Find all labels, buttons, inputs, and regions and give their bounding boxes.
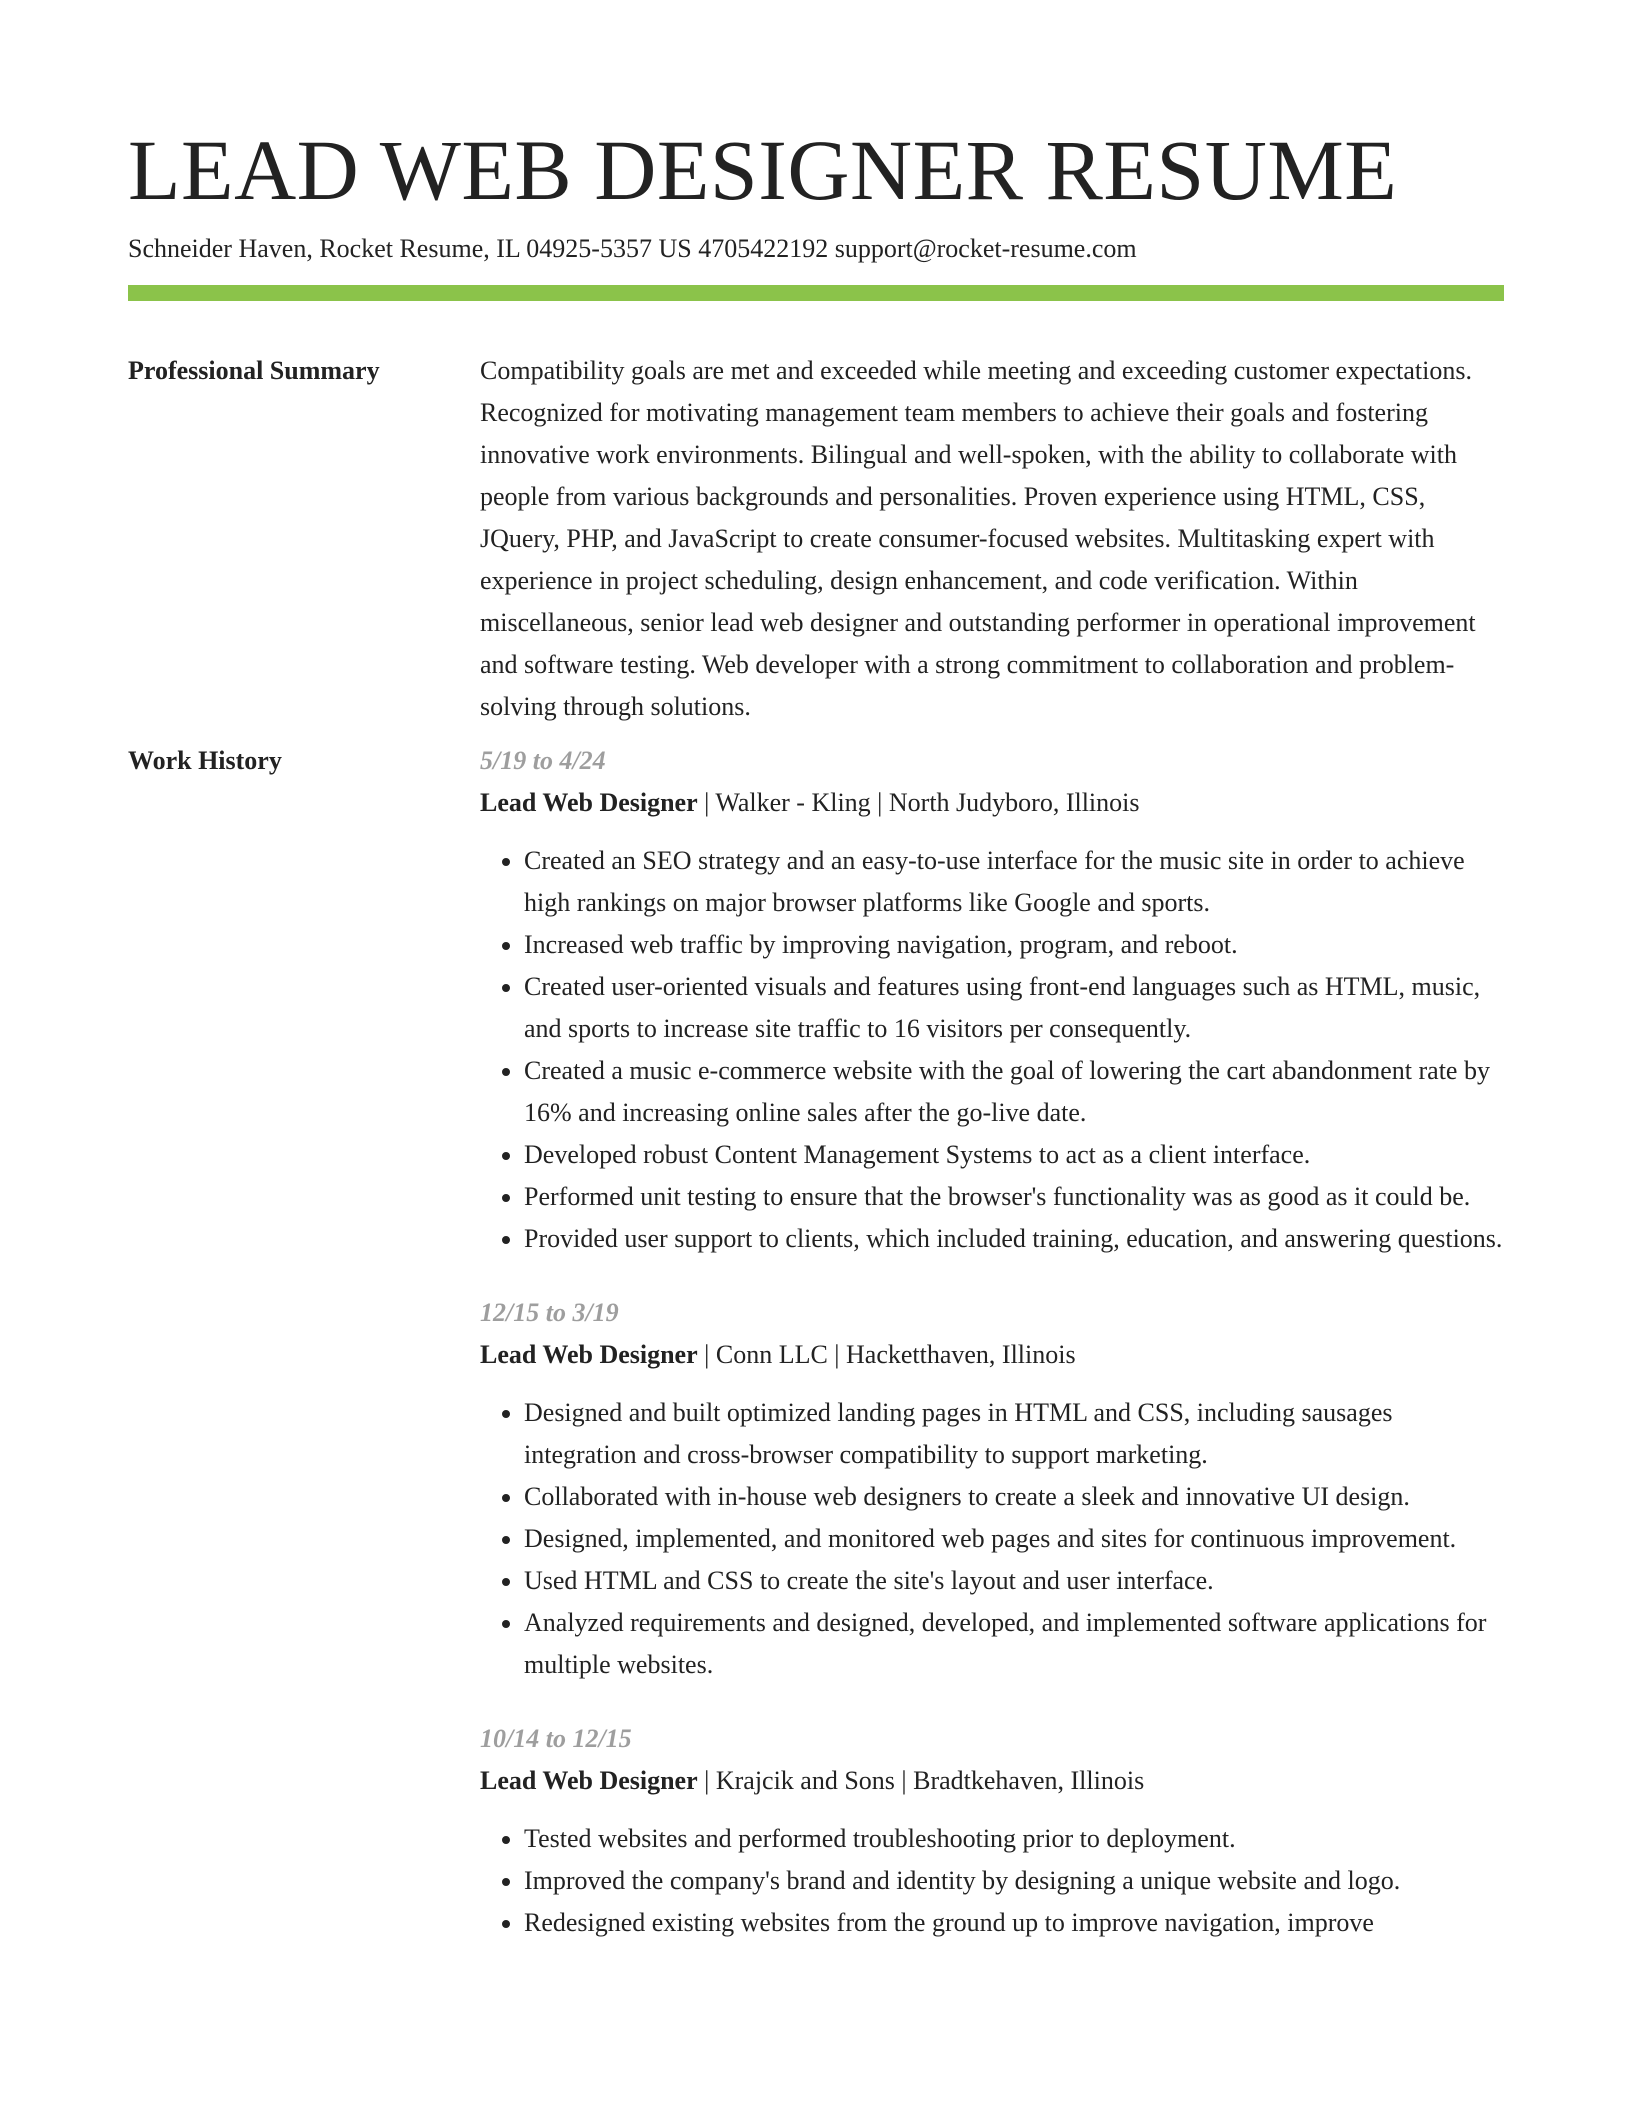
job-bullet: • Created user-oriented visuals and features using front-end languages such as HTML, music, and sports to increase site traffic to 16 visitors per consequently. (524, 966, 1504, 1050)
header-divider (128, 285, 1504, 301)
summary-text: Compatibility goals are met and exceeded while meeting and exceeding customer expectations. Recognized for motivating management team members to achieve their goals and fostering innovative work environments. Bilingual and well-spoken, with the ability to collaborate with people from various backgrounds and personalities. Proven experience using HTML, CSS, JQuery, PHP, and JavaScript to create consumer-focused websites. Multitasking expert with experience in project scheduling, design enhancement, and code verification. Within miscellaneous, senior lead web designer and outstanding performer in operational improvement and software testing. Web developer with a strong commitment to collaboration and problem-solving through solutions. (480, 356, 1476, 721)
resume-title: LEAD WEB DESIGNER RESUME (128, 122, 1398, 218)
job-title: Lead Web Designer (480, 788, 698, 817)
job-title-line (480, 782, 1504, 824)
contact-line: Schneider Haven, Rocket Resume, IL 04925-5357 US 4705422192 support@rocket-resume.com (128, 234, 1137, 263)
job-title: Lead Web Designer (480, 1340, 698, 1369)
job-title-line (480, 1760, 1504, 1802)
job-bullet: • Improved the company's brand and identity by designing a unique website and logo. (524, 1860, 1504, 1902)
job-bullet: • Redesigned existing websites from the ground up to improve navigation, improve (524, 1902, 1504, 1944)
work-history-section (128, 740, 1504, 1976)
work-history-body (480, 740, 1504, 1976)
job-bullet: • Designed and built optimized landing pages in HTML and CSS, including sausages integration and cross-browser compatibility to support marketing. (524, 1392, 1504, 1476)
job-bullet: • Used HTML and CSS to create the site's layout and user interface. (524, 1560, 1504, 1602)
summary-heading: Professional Summary (128, 356, 380, 385)
resume-header (128, 118, 1504, 266)
resume-content (128, 350, 1504, 1976)
job-bullet: • Designed, implemented, and monitored web pages and sites for continuous improvement. (524, 1518, 1504, 1560)
job-entry (480, 1718, 1504, 1944)
job-bullet: • Provided user support to clients, which included training, education, and answering questions. (524, 1218, 1504, 1260)
job-bullets (480, 840, 1504, 1260)
job-bullet: • Created a music e-commerce website with the goal of lowering the cart abandonment rate by 16% and increasing online sales after the go-live date. (524, 1050, 1504, 1134)
summary-section (128, 350, 1504, 728)
job-title: Lead Web Designer (480, 1766, 698, 1795)
job-bullet: • Developed robust Content Management Systems to act as a client interface. (524, 1134, 1504, 1176)
job-bullet: • Increased web traffic by improving navigation, program, and reboot. (524, 924, 1504, 966)
job-dates: 12/15 to 3/19 (480, 1298, 619, 1327)
job-details: | Conn LLC | Hacketthaven, Illinois (697, 1340, 1076, 1369)
work-history-heading: Work History (128, 746, 282, 775)
job-entry (480, 1292, 1504, 1686)
job-dates: 10/14 to 12/15 (480, 1724, 632, 1753)
job-bullet: • Analyzed requirements and designed, developed, and implemented software applications for multiple websites. (524, 1602, 1504, 1686)
job-title-line (480, 1334, 1504, 1376)
job-bullets (480, 1818, 1504, 1944)
summary-body (480, 350, 1504, 728)
job-details: | Krajcik and Sons | Bradtkehaven, Illinois (697, 1766, 1145, 1795)
job-bullet: • Created an SEO strategy and an easy-to-use interface for the music site in order to achieve high rankings on major browser platforms like Google and sports. (524, 840, 1504, 924)
job-details: | Walker - Kling | North Judyboro, Illinois (697, 788, 1140, 817)
job-bullets (480, 1392, 1504, 1686)
job-bullet: • Collaborated with in-house web designers to create a sleek and innovative UI design. (524, 1476, 1504, 1518)
job-bullet: • Tested websites and performed troubleshooting prior to deployment. (524, 1818, 1504, 1860)
job-dates: 5/19 to 4/24 (480, 746, 606, 775)
job-bullet: • Performed unit testing to ensure that the browser's functionality was as good as it could be. (524, 1176, 1504, 1218)
job-entry (480, 740, 1504, 1260)
